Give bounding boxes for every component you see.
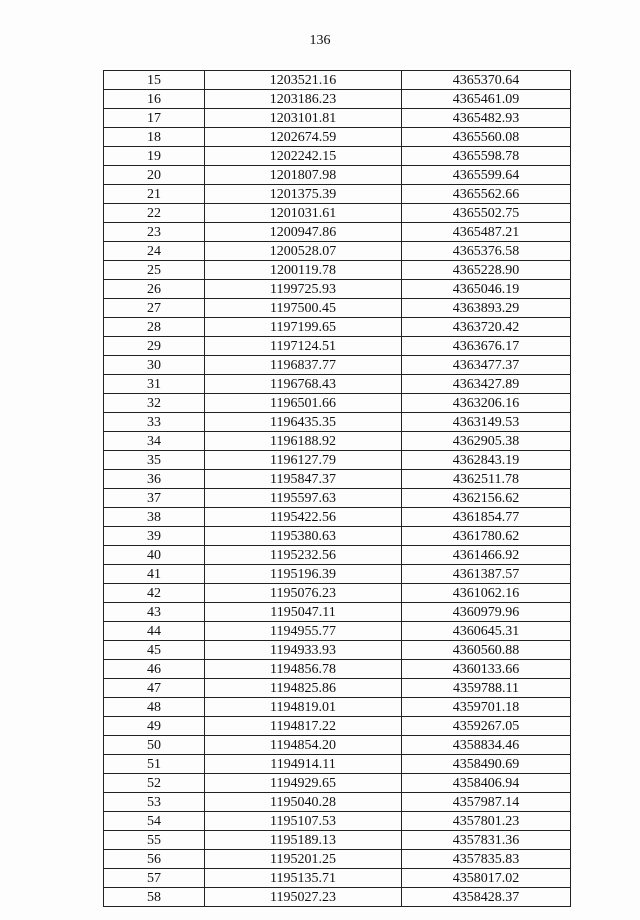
y-coordinate-cell: 4365482.93 — [402, 109, 571, 128]
point-number-cell: 28 — [104, 318, 205, 337]
y-coordinate-cell: 4362511.78 — [402, 470, 571, 489]
x-coordinate-cell: 1199725.93 — [205, 280, 402, 299]
table-row — [104, 451, 571, 470]
table-row — [104, 508, 571, 527]
y-coordinate-cell: 4360133.66 — [402, 660, 571, 679]
point-number-cell: 42 — [104, 584, 205, 603]
y-coordinate-cell: 4365376.58 — [402, 242, 571, 261]
x-coordinate-cell: 1195040.28 — [205, 793, 402, 812]
x-coordinate-cell: 1200119.78 — [205, 261, 402, 280]
y-coordinate-cell: 4358017.02 — [402, 869, 571, 888]
x-coordinate-cell: 1202674.59 — [205, 128, 402, 147]
table-row — [104, 546, 571, 565]
table-row — [104, 774, 571, 793]
table-row — [104, 166, 571, 185]
point-number-cell: 37 — [104, 489, 205, 508]
table-row — [104, 128, 571, 147]
table-row — [104, 109, 571, 128]
x-coordinate-cell: 1194955.77 — [205, 622, 402, 641]
table-row — [104, 204, 571, 223]
point-number-cell: 46 — [104, 660, 205, 679]
table-row — [104, 223, 571, 242]
table-row — [104, 831, 571, 850]
y-coordinate-cell: 4362156.62 — [402, 489, 571, 508]
table-row — [104, 755, 571, 774]
point-number-cell: 51 — [104, 755, 205, 774]
y-coordinate-cell: 4359788.11 — [402, 679, 571, 698]
point-number-cell: 58 — [104, 888, 205, 907]
y-coordinate-cell: 4362905.38 — [402, 432, 571, 451]
table-row — [104, 660, 571, 679]
table-row — [104, 356, 571, 375]
y-coordinate-cell: 4365228.90 — [402, 261, 571, 280]
point-number-cell: 41 — [104, 565, 205, 584]
table-row — [104, 679, 571, 698]
y-coordinate-cell: 4357831.36 — [402, 831, 571, 850]
point-number-cell: 19 — [104, 147, 205, 166]
x-coordinate-cell: 1201375.39 — [205, 185, 402, 204]
x-coordinate-cell: 1195076.23 — [205, 584, 402, 603]
x-coordinate-cell: 1195196.39 — [205, 565, 402, 584]
point-number-cell: 53 — [104, 793, 205, 812]
table-row — [104, 622, 571, 641]
point-number-cell: 15 — [104, 71, 205, 90]
point-number-cell: 57 — [104, 869, 205, 888]
y-coordinate-cell: 4363149.53 — [402, 413, 571, 432]
coordinates-table-body — [104, 71, 571, 907]
table-row — [104, 299, 571, 318]
table-row — [104, 280, 571, 299]
point-number-cell: 29 — [104, 337, 205, 356]
x-coordinate-cell: 1196188.92 — [205, 432, 402, 451]
x-coordinate-cell: 1195047.11 — [205, 603, 402, 622]
y-coordinate-cell: 4359701.18 — [402, 698, 571, 717]
table-row — [104, 375, 571, 394]
point-number-cell: 34 — [104, 432, 205, 451]
table-row — [104, 90, 571, 109]
table-row — [104, 470, 571, 489]
point-number-cell: 43 — [104, 603, 205, 622]
y-coordinate-cell: 4363477.37 — [402, 356, 571, 375]
y-coordinate-cell: 4358406.94 — [402, 774, 571, 793]
x-coordinate-cell: 1194817.22 — [205, 717, 402, 736]
x-coordinate-cell: 1195422.56 — [205, 508, 402, 527]
y-coordinate-cell: 4360979.96 — [402, 603, 571, 622]
table-row — [104, 641, 571, 660]
y-coordinate-cell: 4365598.78 — [402, 147, 571, 166]
y-coordinate-cell: 4358490.69 — [402, 755, 571, 774]
y-coordinate-cell: 4362843.19 — [402, 451, 571, 470]
table-row — [104, 318, 571, 337]
x-coordinate-cell: 1194933.93 — [205, 641, 402, 660]
y-coordinate-cell: 4361062.16 — [402, 584, 571, 603]
point-number-cell: 35 — [104, 451, 205, 470]
x-coordinate-cell: 1196837.77 — [205, 356, 402, 375]
point-number-cell: 20 — [104, 166, 205, 185]
y-coordinate-cell: 4365562.66 — [402, 185, 571, 204]
table-row — [104, 793, 571, 812]
point-number-cell: 36 — [104, 470, 205, 489]
y-coordinate-cell: 4363720.42 — [402, 318, 571, 337]
x-coordinate-cell: 1194856.78 — [205, 660, 402, 679]
table-row — [104, 337, 571, 356]
y-coordinate-cell: 4363893.29 — [402, 299, 571, 318]
y-coordinate-cell: 4359267.05 — [402, 717, 571, 736]
x-coordinate-cell: 1197124.51 — [205, 337, 402, 356]
x-coordinate-cell: 1197500.45 — [205, 299, 402, 318]
coordinates-table — [103, 70, 571, 907]
point-number-cell: 31 — [104, 375, 205, 394]
point-number-cell: 27 — [104, 299, 205, 318]
table-row — [104, 565, 571, 584]
x-coordinate-cell: 1194929.65 — [205, 774, 402, 793]
x-coordinate-cell: 1195380.63 — [205, 527, 402, 546]
y-coordinate-cell: 4363676.17 — [402, 337, 571, 356]
x-coordinate-cell: 1200528.07 — [205, 242, 402, 261]
point-number-cell: 26 — [104, 280, 205, 299]
point-number-cell: 24 — [104, 242, 205, 261]
x-coordinate-cell: 1200947.86 — [205, 223, 402, 242]
table-row — [104, 812, 571, 831]
y-coordinate-cell: 4365046.19 — [402, 280, 571, 299]
x-coordinate-cell: 1194914.11 — [205, 755, 402, 774]
x-coordinate-cell: 1203521.16 — [205, 71, 402, 90]
y-coordinate-cell: 4357987.14 — [402, 793, 571, 812]
y-coordinate-cell: 4365599.64 — [402, 166, 571, 185]
table-row — [104, 698, 571, 717]
point-number-cell: 49 — [104, 717, 205, 736]
point-number-cell: 55 — [104, 831, 205, 850]
point-number-cell: 18 — [104, 128, 205, 147]
x-coordinate-cell: 1195135.71 — [205, 869, 402, 888]
page-number: 136 — [309, 33, 331, 48]
x-coordinate-cell: 1194825.86 — [205, 679, 402, 698]
table-row — [104, 147, 571, 166]
point-number-cell: 47 — [104, 679, 205, 698]
x-coordinate-cell: 1195201.25 — [205, 850, 402, 869]
table-row — [104, 185, 571, 204]
point-number-cell: 56 — [104, 850, 205, 869]
x-coordinate-cell: 1195107.53 — [205, 812, 402, 831]
y-coordinate-cell: 4361780.62 — [402, 527, 571, 546]
point-number-cell: 22 — [104, 204, 205, 223]
point-number-cell: 40 — [104, 546, 205, 565]
point-number-cell: 39 — [104, 527, 205, 546]
x-coordinate-cell: 1194819.01 — [205, 698, 402, 717]
y-coordinate-cell: 4358428.37 — [402, 888, 571, 907]
y-coordinate-cell: 4363206.16 — [402, 394, 571, 413]
point-number-cell: 23 — [104, 223, 205, 242]
y-coordinate-cell: 4365370.64 — [402, 71, 571, 90]
table-row — [104, 432, 571, 451]
x-coordinate-cell: 1201031.61 — [205, 204, 402, 223]
y-coordinate-cell: 4360645.31 — [402, 622, 571, 641]
table-row — [104, 413, 571, 432]
x-coordinate-cell: 1197199.65 — [205, 318, 402, 337]
table-row — [104, 242, 571, 261]
point-number-cell: 52 — [104, 774, 205, 793]
x-coordinate-cell: 1196768.43 — [205, 375, 402, 394]
table-row — [104, 584, 571, 603]
x-coordinate-cell: 1195847.37 — [205, 470, 402, 489]
y-coordinate-cell: 4358834.46 — [402, 736, 571, 755]
point-number-cell: 32 — [104, 394, 205, 413]
table-row — [104, 71, 571, 90]
y-coordinate-cell: 4361854.77 — [402, 508, 571, 527]
table-row — [104, 736, 571, 755]
point-number-cell: 54 — [104, 812, 205, 831]
table-row — [104, 717, 571, 736]
point-number-cell: 16 — [104, 90, 205, 109]
point-number-cell: 30 — [104, 356, 205, 375]
y-coordinate-cell: 4361466.92 — [402, 546, 571, 565]
y-coordinate-cell: 4361387.57 — [402, 565, 571, 584]
x-coordinate-cell: 1195597.63 — [205, 489, 402, 508]
point-number-cell: 38 — [104, 508, 205, 527]
point-number-cell: 45 — [104, 641, 205, 660]
table-row — [104, 394, 571, 413]
x-coordinate-cell: 1195027.23 — [205, 888, 402, 907]
table-row — [104, 489, 571, 508]
x-coordinate-cell: 1196435.35 — [205, 413, 402, 432]
y-coordinate-cell: 4365487.21 — [402, 223, 571, 242]
x-coordinate-cell: 1195232.56 — [205, 546, 402, 565]
x-coordinate-cell: 1203186.23 — [205, 90, 402, 109]
y-coordinate-cell: 4360560.88 — [402, 641, 571, 660]
table-row — [104, 261, 571, 280]
table-row — [104, 869, 571, 888]
point-number-cell: 25 — [104, 261, 205, 280]
x-coordinate-cell: 1203101.81 — [205, 109, 402, 128]
point-number-cell: 50 — [104, 736, 205, 755]
point-number-cell: 44 — [104, 622, 205, 641]
table-row — [104, 527, 571, 546]
y-coordinate-cell: 4365502.75 — [402, 204, 571, 223]
point-number-cell: 48 — [104, 698, 205, 717]
y-coordinate-cell: 4357801.23 — [402, 812, 571, 831]
point-number-cell: 33 — [104, 413, 205, 432]
y-coordinate-cell: 4363427.89 — [402, 375, 571, 394]
x-coordinate-cell: 1202242.15 — [205, 147, 402, 166]
point-number-cell: 21 — [104, 185, 205, 204]
x-coordinate-cell: 1195189.13 — [205, 831, 402, 850]
table-row — [104, 888, 571, 907]
table-row — [104, 603, 571, 622]
y-coordinate-cell: 4365461.09 — [402, 90, 571, 109]
y-coordinate-cell: 4357835.83 — [402, 850, 571, 869]
x-coordinate-cell: 1201807.98 — [205, 166, 402, 185]
x-coordinate-cell: 1196501.66 — [205, 394, 402, 413]
x-coordinate-cell: 1194854.20 — [205, 736, 402, 755]
table-row — [104, 850, 571, 869]
point-number-cell: 17 — [104, 109, 205, 128]
y-coordinate-cell: 4365560.08 — [402, 128, 571, 147]
x-coordinate-cell: 1196127.79 — [205, 451, 402, 470]
